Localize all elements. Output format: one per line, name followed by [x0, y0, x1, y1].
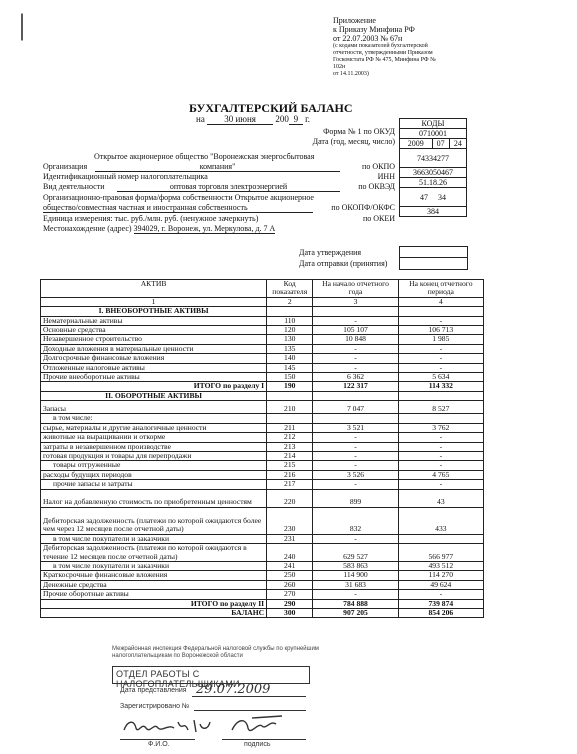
row-end-value: -: [398, 363, 483, 372]
table-row: [41, 507, 484, 534]
row-name: животные на выращивании и откорме: [41, 433, 267, 442]
row-end-value: 114 332: [398, 382, 483, 391]
row-start-value: 784 888: [313, 599, 398, 608]
row-end-value: -: [398, 316, 483, 325]
empty-cell: [398, 307, 483, 316]
col-header-code: Код показателя: [267, 280, 313, 298]
row-name: Дебиторская задолженность (платежи по которой ожидаются в течение 12 месяцев после отчетной даты): [41, 543, 267, 561]
row-start-value: -: [313, 461, 398, 470]
row-code: 110: [267, 316, 313, 325]
row-name: в том числе покупатели и заказчики: [41, 561, 267, 570]
row-end-value: 43: [398, 489, 483, 507]
row-name: Налог на добавленную стоимость по приобретенным ценностям: [41, 489, 267, 507]
row-end-value: 566 977: [398, 543, 483, 561]
row-name: БАЛАНС: [41, 608, 267, 617]
col-header-start: На начало отчетного года: [313, 280, 398, 298]
section-header-row: [41, 391, 484, 400]
empty-cell: [267, 391, 313, 400]
table-row: [41, 335, 484, 344]
row-start-value: 6 362: [313, 373, 398, 382]
row-start-value: 3 521: [313, 423, 398, 432]
table-body: [41, 307, 484, 618]
appendix-line: Госкомстата РФ № 475, Минфина РФ №: [333, 57, 436, 63]
table-row: [41, 414, 484, 423]
appendix-note: [333, 16, 573, 78]
table-row: [41, 480, 484, 489]
row-code: 290: [267, 599, 313, 608]
codes-box: [399, 118, 467, 217]
address-label: Местонахождение (адрес): [43, 224, 132, 233]
row-code: 211: [267, 423, 313, 432]
row-start-value: -: [313, 451, 398, 460]
row-end-value: -: [398, 451, 483, 460]
row-start-value: 122 317: [313, 382, 398, 391]
row-code: 216: [267, 470, 313, 479]
stamp-inspection: Межрайонная инспекция Федеральной налоговой службы по крупнейшим налогоплательщикам по Воронежской области: [112, 646, 319, 659]
row-end-value: 114 270: [398, 571, 483, 580]
row-end-value: 1 985: [398, 335, 483, 344]
row-code: 213: [267, 442, 313, 451]
table-row: [41, 534, 484, 543]
row-code: 210: [267, 401, 313, 414]
date-month-code: 07: [432, 139, 449, 149]
row-end-value: 5 634: [398, 373, 483, 382]
row-code: 150: [267, 373, 313, 382]
table-row: [41, 543, 484, 561]
stamp-registered: Зарегистрировано №: [120, 703, 190, 710]
table-row: [41, 571, 484, 580]
appendix-line: к Приказу Минфина РФ: [333, 25, 415, 34]
row-name: товары отгруженные: [41, 461, 267, 470]
table-row: [41, 433, 484, 442]
row-name: прочие запасы и затраты: [41, 480, 267, 489]
row-name: Дебиторская задолженность (платежи по которой ожидаются более чем через 12 месяцев после отчетной даты): [41, 507, 267, 534]
table-row: [41, 489, 484, 507]
row-start-value: 907 205: [313, 608, 398, 617]
row-start-value: 832: [313, 507, 398, 534]
row-name: расходы будущих периодов: [41, 470, 267, 479]
okei-label: по ОКЕИ: [362, 214, 395, 223]
row-end-value: -: [398, 590, 483, 599]
empty-cell: [267, 307, 313, 316]
row-code: 214: [267, 451, 313, 460]
okpo-label: по ОКПО: [362, 162, 395, 171]
row-code: 250: [267, 571, 313, 580]
row-name: Долгосрочные финансовые вложения: [41, 354, 267, 363]
row-end-value: 106 713: [398, 326, 483, 335]
row-end-value: -: [398, 354, 483, 363]
okpo-code: 74334277: [400, 149, 467, 168]
empty-cell: [398, 391, 483, 400]
okopf-code: 47: [420, 192, 428, 202]
appendix-line: от 14.11.2003): [333, 71, 369, 77]
stamp-dept: ОТДЕЛ РАБОТЫ С НАЛОГОПЛАТЕЛЬЩИКАМИ: [116, 669, 240, 689]
row-code: 215: [267, 461, 313, 470]
sent-date-label: Дата отправки (принятия): [299, 259, 388, 268]
row-name: Нематериальные активы: [41, 316, 267, 325]
row-code: 145: [267, 363, 313, 372]
row-code: 220: [267, 489, 313, 507]
activity-label: Вид деятельности: [43, 182, 105, 191]
row-start-value: 3 526: [313, 470, 398, 479]
row-start-value: 899: [313, 489, 398, 507]
table-row: [41, 382, 484, 391]
section-title: II. ОБОРОТНЫЕ АКТИВЫ: [41, 391, 267, 400]
legal-form-line2: общество/совместная частная и иностранная собственность: [43, 203, 313, 213]
date-year-g: г.: [305, 114, 310, 124]
row-end-value: -: [398, 442, 483, 451]
row-code: 120: [267, 326, 313, 335]
row-code: 135: [267, 344, 313, 353]
row-start-value: 583 863: [313, 561, 398, 570]
row-name: Денежные средства: [41, 580, 267, 589]
okved-label: по ОКВЭД: [358, 182, 395, 191]
row-name: Основные средства: [41, 326, 267, 335]
document-title: БУХГАЛТЕРСКИЙ БАЛАНС: [189, 101, 353, 115]
row-code: 300: [267, 608, 313, 617]
row-name: Краткосрочные финансовые вложения: [41, 571, 267, 580]
row-code: 260: [267, 580, 313, 589]
row-name: Запасы: [41, 401, 267, 414]
empty-cell: [313, 391, 398, 400]
row-start-value: 629 527: [313, 543, 398, 561]
table-header-row: [41, 280, 484, 298]
row-start-value: -: [313, 590, 398, 599]
col-number: 2: [267, 297, 313, 306]
row-end-value: -: [398, 461, 483, 470]
approval-date-label: Дата утверждения: [299, 248, 362, 257]
date-day-code: 24: [449, 139, 466, 149]
handwritten-signature: [112, 712, 308, 742]
row-end-value: [398, 534, 483, 543]
okopf-label: по ОКОПФ/ОКФС: [331, 203, 395, 212]
stamp-date-label: Дата представления: [120, 687, 187, 694]
date-year-code: 2009: [400, 139, 433, 149]
row-start-value: 7 047: [313, 401, 398, 414]
row-end-value: -: [398, 344, 483, 353]
row-code: 231: [267, 534, 313, 543]
table-row: [41, 354, 484, 363]
row-name: Отложенные налоговые активы: [41, 363, 267, 372]
row-code: 230: [267, 507, 313, 534]
appendix-line: Приложение: [333, 16, 376, 25]
units-label: Единица измерения: тыс. руб./млн. руб. (ненужное зачеркнуть): [43, 214, 259, 223]
okopf-codes: [400, 188, 467, 207]
inn-code: 3663050467: [400, 168, 467, 178]
row-start-value: -: [313, 534, 398, 543]
date-prefix: на: [196, 114, 205, 124]
row-start-value: -: [313, 316, 398, 325]
legal-form-line1: Организационно-правовая форма/форма собственности Открытое акционерное: [43, 193, 314, 202]
row-name: Прочие оборотные активы: [41, 590, 267, 599]
okfs-code: 34: [438, 192, 446, 202]
row-start-value: -: [313, 442, 398, 451]
row-name: в том числе:: [41, 414, 267, 423]
table-row: [41, 590, 484, 599]
row-name: ИТОГО по разделу II: [41, 599, 267, 608]
date-day-month: 30 июня: [207, 114, 273, 125]
col-header-end: На конец отчетного периода: [398, 280, 483, 298]
table-row: [41, 401, 484, 414]
okud-code: 0710001: [400, 129, 467, 139]
date-year-prefix: 200: [275, 114, 289, 124]
tax-office-stamp: [112, 646, 319, 752]
row-code: [267, 414, 313, 423]
okei-code: 384: [400, 207, 467, 217]
approval-box: [399, 246, 468, 270]
date-year-suffix: 9: [289, 114, 303, 125]
okud-label: Форма № 1 по ОКУД: [323, 127, 395, 136]
row-end-value: 739 874: [398, 599, 483, 608]
address-line: [43, 224, 333, 233]
stamp-fio-label: Ф.И.О.: [148, 741, 170, 748]
row-start-value: -: [313, 344, 398, 353]
row-end-value: 854 206: [398, 608, 483, 617]
row-end-value: 493 512: [398, 561, 483, 570]
row-name: готовая продукция и товары для перепродажи: [41, 451, 267, 460]
row-name: в том числе покупатели и заказчики: [41, 534, 267, 543]
org-name-line1: Открытое акционерное общество "Воронежская энергосбытовая: [94, 152, 315, 161]
row-start-value: -: [313, 480, 398, 489]
row-start-value: -: [313, 433, 398, 442]
row-code: 140: [267, 354, 313, 363]
org-name-line2: компания": [95, 162, 340, 172]
row-end-value: [398, 414, 483, 423]
address-value: 394029, г. Воронеж, ул. Меркулова, д. 7 А: [133, 224, 276, 233]
row-end-value: -: [398, 433, 483, 442]
row-code: 130: [267, 335, 313, 344]
row-end-value: 8 527: [398, 401, 483, 414]
table-row: [41, 316, 484, 325]
col-header-asset: АКТИВ: [41, 280, 267, 298]
row-start-value: 105 107: [313, 326, 398, 335]
row-start-value: 114 900: [313, 571, 398, 580]
row-start-value: 10 848: [313, 335, 398, 344]
row-code: 270: [267, 590, 313, 599]
row-code: 217: [267, 480, 313, 489]
col-number: 1: [41, 297, 267, 306]
row-name: Незавершенное строительство: [41, 335, 267, 344]
empty-cell: [313, 307, 398, 316]
date-code-label: Дата (год, месяц, число): [312, 137, 395, 146]
appendix-line: отчетности, утвержденными Приказом: [333, 50, 433, 56]
row-code: 241: [267, 561, 313, 570]
row-code: 212: [267, 433, 313, 442]
balance-date: [196, 114, 310, 125]
table-row: [41, 461, 484, 470]
row-start-value: -: [313, 354, 398, 363]
appendix-line: 102н: [333, 64, 346, 70]
corner-mark: |: [19, 8, 26, 41]
row-name: Прочие внеоборотные активы: [41, 373, 267, 382]
appendix-line: (с кодами показателей бухгалтерской: [333, 43, 428, 49]
row-start-value: 31 683: [313, 580, 398, 589]
row-end-value: 49 624: [398, 580, 483, 589]
row-name: ИТОГО по разделу I: [41, 382, 267, 391]
section-header-row: [41, 307, 484, 316]
balance-table: [40, 279, 484, 618]
row-end-value: -: [398, 480, 483, 489]
okved-code: 51.18.26: [400, 178, 467, 188]
stamp-date-value: 29.07.2009: [196, 682, 271, 697]
row-start-value: -: [313, 363, 398, 372]
table-row: [41, 442, 484, 451]
appendix-line: от 22.07.2003 № 67н: [333, 34, 403, 43]
inn-label: ИНН: [377, 172, 395, 181]
row-name: сырье, материалы и другие аналогичные ценности: [41, 423, 267, 432]
section-title: I. ВНЕОБОРОТНЫЕ АКТИВЫ: [41, 307, 267, 316]
row-end-value: 3 762: [398, 423, 483, 432]
table-row: [41, 608, 484, 617]
row-end-value: 433: [398, 507, 483, 534]
col-number: 4: [398, 297, 483, 306]
activity-value: оптовая торговля электроэнергией: [117, 182, 340, 192]
inn-description: Идентификационный номер налогоплательщика: [43, 172, 208, 181]
org-label: Организация: [43, 162, 88, 171]
row-code: 240: [267, 543, 313, 561]
row-end-value: 4 765: [398, 470, 483, 479]
row-code: 190: [267, 382, 313, 391]
stamp-sign-label: подпись: [244, 741, 271, 748]
codes-header: КОДЫ: [400, 119, 467, 129]
col-number: 3: [313, 297, 398, 306]
row-name: затраты в незавершенном производстве: [41, 442, 267, 451]
row-name: Доходные вложения в материальные ценности: [41, 344, 267, 353]
row-start-value: [313, 414, 398, 423]
